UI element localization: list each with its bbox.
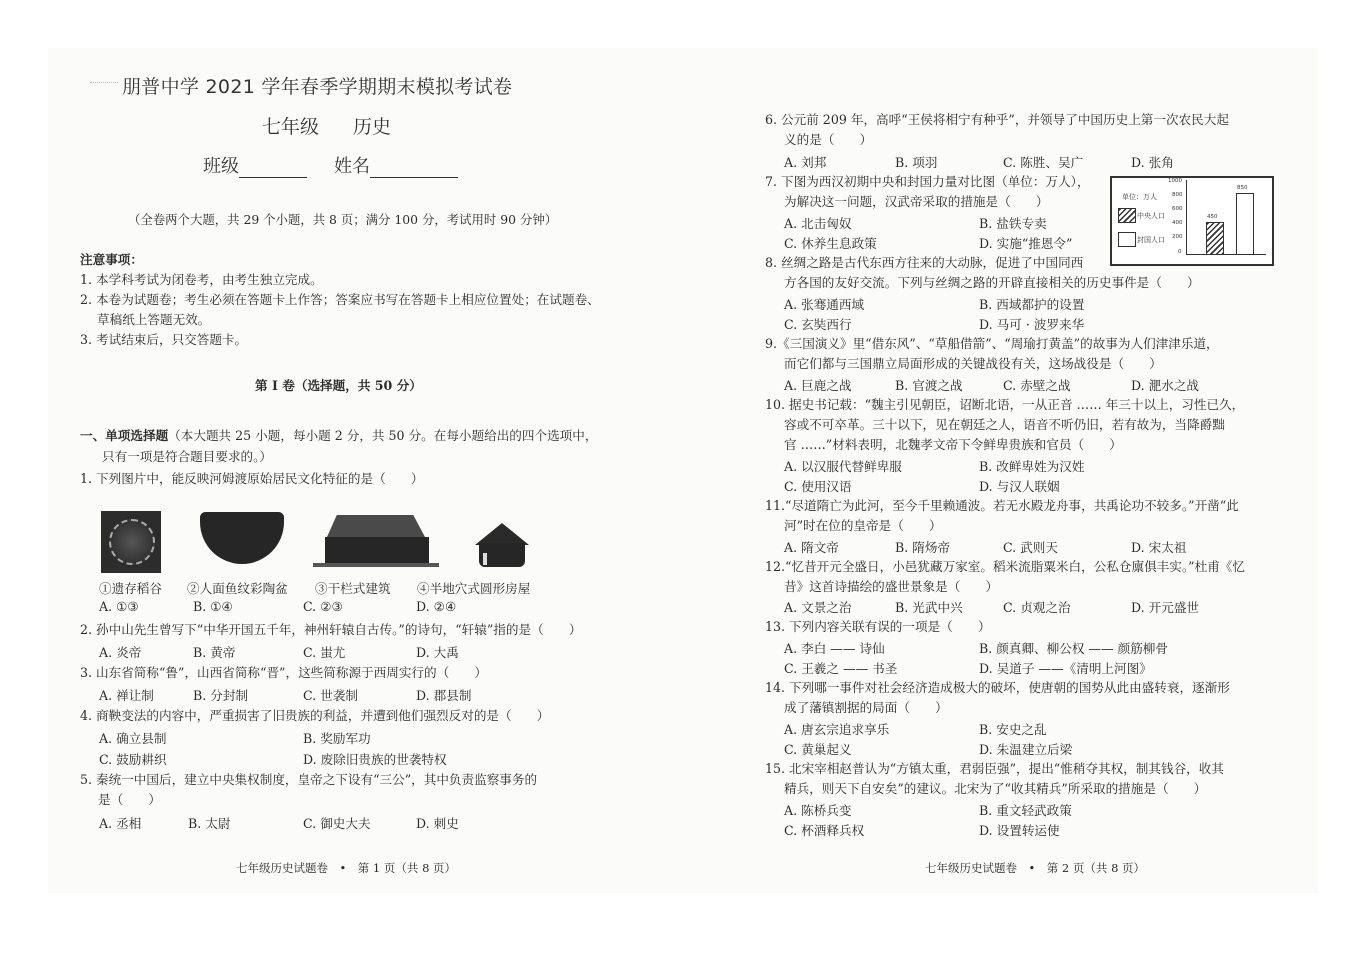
question-9-option-d[interactable]: D. 淝水之战 [1131,378,1200,393]
question-4-option-a[interactable]: A. 确立县制 [99,731,167,746]
question-8-option-b[interactable]: B. 西域都护的设置 [979,297,1085,312]
question-7-option-d[interactable]: D. 实施“推恩令” [979,236,1073,251]
question-15-option-a[interactable]: A. 陈桥兵变 [784,803,852,818]
exam-title: 朋普中学 2021 学年春季学期期末模拟考试卷 [122,76,513,98]
question-9-option-b[interactable]: B. 官渡之战 [895,378,963,393]
question-14-option-c[interactable]: C. 黄巢起义 [784,742,852,757]
page-2-footer: 七年级历史试题卷 • 第 2 页（共 8 页） [925,861,1146,875]
question-15-option-b[interactable]: B. 重文轻武政策 [979,803,1072,818]
question-12-option-c[interactable]: C. 贞观之治 [1003,600,1071,615]
question-13-stem: 13. 下列内容关联有误的一项是（ ） [765,619,991,634]
question-10-option-c[interactable]: C. 使用汉语 [784,479,852,494]
question-9-option-c[interactable]: C. 赤壁之战 [1003,378,1071,393]
image-caption-2: ②人面鱼纹彩陶盆 [187,581,288,596]
exam-info: （全卷两个大题，共 29 个小题，共 8 页；满分 100 分，考试用时 90 分钟） [128,212,558,227]
question-4-option-c[interactable]: C. 鼓励耕织 [99,752,167,767]
question-9-stem: 9.《三国演义》里“借东风”、“草船借箭”、“周瑜打黄盖”的故事为人们津津乐道， [765,336,1219,351]
question-8-option-a[interactable]: A. 张骞通西域 [784,297,865,312]
section1-heading [80,426,597,446]
question-6-option-c[interactable]: C. 陈胜、吴广 [1003,155,1084,170]
question-12-stem-cont: 昔》这首诗描绘的盛世景象是（ ） [784,579,999,594]
question-13-option-c[interactable]: C. 王羲之 —— 书圣 [784,661,898,676]
legend-swatch-fief [1118,232,1136,247]
question-1-option-a[interactable]: A. ①③ [99,599,139,614]
question-11-option-a[interactable]: A. 隋文帝 [784,540,839,555]
question-10-stem-cont-1: 容或不可卒革。三十以下，见在朝廷之人，语音不听仍旧，若有故为，当降爵黜 [784,417,1225,432]
name-label: 姓名 [334,156,370,177]
question-14-stem-cont: 成了藩镇割据的局面（ ） [784,700,948,715]
scan-speckle [90,82,118,83]
question-4-option-b[interactable]: B. 奖励军功 [303,731,371,746]
notes-heading: 注意事项： [80,252,143,267]
question-3-option-d[interactable]: D. 郡县制 [416,688,472,703]
question-14-option-d[interactable]: D. 朱温建立后梁 [979,742,1073,757]
legend-swatch-central [1118,208,1136,223]
question-1-stem: 1. 下列图片中，能反映河姆渡原始居民文化特征的是（ ） [80,471,424,486]
question-1-option-b[interactable]: B. ①④ [193,599,233,614]
question-6-option-a[interactable]: A. 刘邦 [784,155,827,170]
bar-label-central: 450 [1207,214,1218,220]
question-13-option-b[interactable]: B. 颜真卿、柳公权 —— 颜筋柳骨 [979,641,1168,656]
x-axis [1186,254,1266,255]
question-10-stem: 10. 据史书记载：“魏主引见朝臣，诏断北语，一从正音 …… 年三十以上，习性已久， [765,397,1245,412]
grade-label: 七年级 [262,116,320,138]
question-9-option-a[interactable]: A. 巨鹿之战 [784,378,852,393]
question-1-option-d[interactable]: D. ②④ [416,599,457,614]
question-12-option-b[interactable]: B. 光武中兴 [895,600,963,615]
question-13-option-d[interactable]: D. 吴道子 ——《清明上河图》 [979,661,1152,676]
question-12-option-d[interactable]: D. 开元盛世 [1131,600,1200,615]
y-tick-600: 600 [1172,206,1183,212]
question-2-option-a[interactable]: A. 炎帝 [99,645,142,660]
question-6-stem-cont: 义的是（ ） [784,132,873,147]
page-1-footer: 七年级历史试题卷 • 第 1 页（共 8 页） [236,861,457,875]
note-2-cont: 草稿纸上答题无效。 [97,312,211,327]
y-tick-1000: 1000 [1168,178,1182,184]
question-13-option-a[interactable]: A. 李白 —— 诗仙 [784,641,885,656]
question-3-option-c[interactable]: C. 世袭制 [303,688,358,703]
chart-unit-label: 单位：万人 [1122,193,1157,201]
y-axis [1186,180,1187,254]
question-9-stem-cont: 而它们都与三国鼎立局面形成的关键战役有关，这场战役是（ ） [784,356,1162,371]
question-4-stem: 4. 商鞅变法的内容中，严重损害了旧贵族的利益，并遭到他们强烈反对的是（ ） [80,708,550,723]
question-5-option-b[interactable]: B. 太尉 [188,816,231,831]
question-2-stem: 2. 孙中山先生曾写下“中华开国五千年，神州轩辕自古传。”的诗句，“轩辕”指的是（ ） [80,622,582,637]
class-field[interactable] [203,152,307,178]
legend-label-central: 中央人口 [1137,212,1165,220]
question-2-option-c[interactable]: C. 蚩尤 [303,645,346,660]
question-10-option-a[interactable]: A. 以汉服代替鲜卑服 [784,459,902,474]
question-15-stem: 15. 北宋宰相赵普认为“方镇太重，君弱臣强”，提出“惟稍夺其权，制其钱谷，收其 [765,761,1224,776]
question-10-option-d[interactable]: D. 与汉人联姻 [979,479,1060,494]
question-11-option-c[interactable]: C. 武则天 [1003,540,1058,555]
bar-label-fief: 850 [1237,185,1248,191]
question-3-option-a[interactable]: A. 禅让制 [99,688,154,703]
name-field[interactable] [334,152,458,178]
question-11-stem-cont: 河”时在位的皇帝是（ ） [784,518,942,533]
rice-grain-image [101,511,161,573]
question-6-option-b[interactable]: B. 项羽 [895,155,938,170]
question-11-option-b[interactable]: B. 隋炀帝 [895,540,951,555]
question-7-option-a[interactable]: A. 北击匈奴 [784,216,852,231]
question-14-stem: 14. 下列哪一事件对社会经济造成极大的破坏，使唐朝的国势从此由盛转衰，逐渐形 [765,680,1230,695]
question-3-stem: 3. 山东省简称“鲁”，山西省简称“晋”，这些简称源于西周实行的（ ） [80,665,487,680]
section1-desc: （本大题共 25 小题，每小题 2 分，共 50 分。在每小题给出的四个选项中， [168,428,598,443]
subject-label: 历史 [353,116,392,138]
question-6-option-d[interactable]: D. 张角 [1131,155,1174,170]
bar-central-population [1206,222,1224,255]
question-7-option-c[interactable]: C. 休养生息政策 [784,236,877,251]
note-3: 3. 考试结束后，只交答题卡。 [80,332,248,347]
question-15-option-d[interactable]: D. 设置转运使 [979,823,1060,838]
question-8-stem: 8. 丝绸之路是古代东西方往来的大动脉，促进了中国同西 [765,255,1084,270]
section1-desc-cont: 只有一项是符合题目要求的。） [102,449,273,464]
legend-label-fief: 封国人口 [1137,236,1165,244]
y-tick-800: 800 [1172,192,1183,198]
question-11-option-d[interactable]: D. 宋太祖 [1131,540,1187,555]
question-5-stem-cont: 是（ ） [98,792,161,807]
question-3-option-b[interactable]: B. 分封制 [193,688,249,703]
question-15-stem-cont: 精兵，则天下自安矣”的建议。北宋为了“收其精兵”所采取的措施是（ ） [784,781,1207,796]
stilt-house-image [313,515,439,573]
bar-fief-population [1236,193,1254,255]
question-8-stem-cont: 方各国的友好交流。下列与丝绸之路的开辟直接相关的历史事件是（ ） [784,275,1200,290]
question-7-stem-cont: 为解决这一问题，汉武帝采取的措施是（ ） [784,194,1049,209]
note-2: 2. 本卷为试题卷；考生必须在答题卡上作答；答案应书写在答题卡上相应位置处；在试题卷、 [80,292,600,307]
question-7-stem: 7. 下图为西汉初期中央和封国力量对比图（单位：万人）， [765,174,1090,189]
image-caption-3: ③干栏式建筑 [315,581,391,596]
question-11-stem: 11.“尽道隋亡为此河，至今千里赖通波。若无水殿龙舟事，共禹论功不较多。”开凿“此 [765,498,1239,513]
question-7-option-b[interactable]: B. 盐铁专卖 [979,216,1047,231]
y-tick-400: 400 [1172,220,1183,226]
name-blank[interactable] [370,159,458,178]
class-label: 班级 [203,156,239,177]
question-15-option-c[interactable]: C. 杯酒释兵权 [784,823,865,838]
question-4-option-d[interactable]: D. 废除旧贵族的世袭特权 [303,752,447,767]
question-8-option-d[interactable]: D. 马可 · 波罗来华 [979,317,1085,332]
question-6-stem: 6. 公元前 209 年，高呼“王侯将相宁有种乎”，并领导了中国历史上第一次农民大起 [765,112,1229,127]
class-blank[interactable] [239,159,307,178]
y-tick-0: 0 [1178,249,1182,255]
question-1-option-c[interactable]: C. ②③ [303,599,343,614]
question-10-option-b[interactable]: B. 改鲜卑姓为汉姓 [979,459,1085,474]
question-8-option-c[interactable]: C. 玄奘西行 [784,317,852,332]
question-2-option-b[interactable]: B. 黄帝 [193,645,236,660]
question-14-option-b[interactable]: B. 安史之乱 [979,722,1047,737]
question-2-option-d[interactable]: D. 大禹 [416,645,459,660]
part1-heading: 第 I 卷（选择题，共 50 分） [255,378,422,393]
question-5-stem: 5. 秦统一中国后，建立中央集权制度，皇帝之下设有“三公”，其中负责监察事务的 [80,772,538,787]
round-pit-house-image [473,515,531,573]
image-caption-4: ④半地穴式圆形房屋 [417,581,531,596]
question-14-option-a[interactable]: A. 唐玄宗追求享乐 [784,722,890,737]
question-5-option-c[interactable]: C. 御史大夫 [303,816,371,831]
note-1: 1. 本学科考试为闭卷考，由考生独立完成。 [80,272,323,287]
question-12-option-a[interactable]: A. 文景之治 [784,600,852,615]
population-bar-chart [1110,176,1274,266]
question-5-option-a[interactable]: A. 丞相 [99,816,142,831]
question-12-stem: 12.“忆昔开元全盛日，小邑犹藏万家室。稻米流脂粟米白，公私仓廪俱丰实。”杜甫《忆 [765,559,1245,574]
image-caption-1: ①遗存稻谷 [99,581,162,596]
question-10-stem-cont-2: 官 ……”材料表明，北魏孝文帝下令鲜卑贵族和官员（ ） [784,437,1122,452]
question-5-option-d[interactable]: D. 刺史 [416,816,459,831]
section1-label: 一、单项选择题 [80,428,169,443]
y-tick-200: 200 [1172,234,1183,240]
